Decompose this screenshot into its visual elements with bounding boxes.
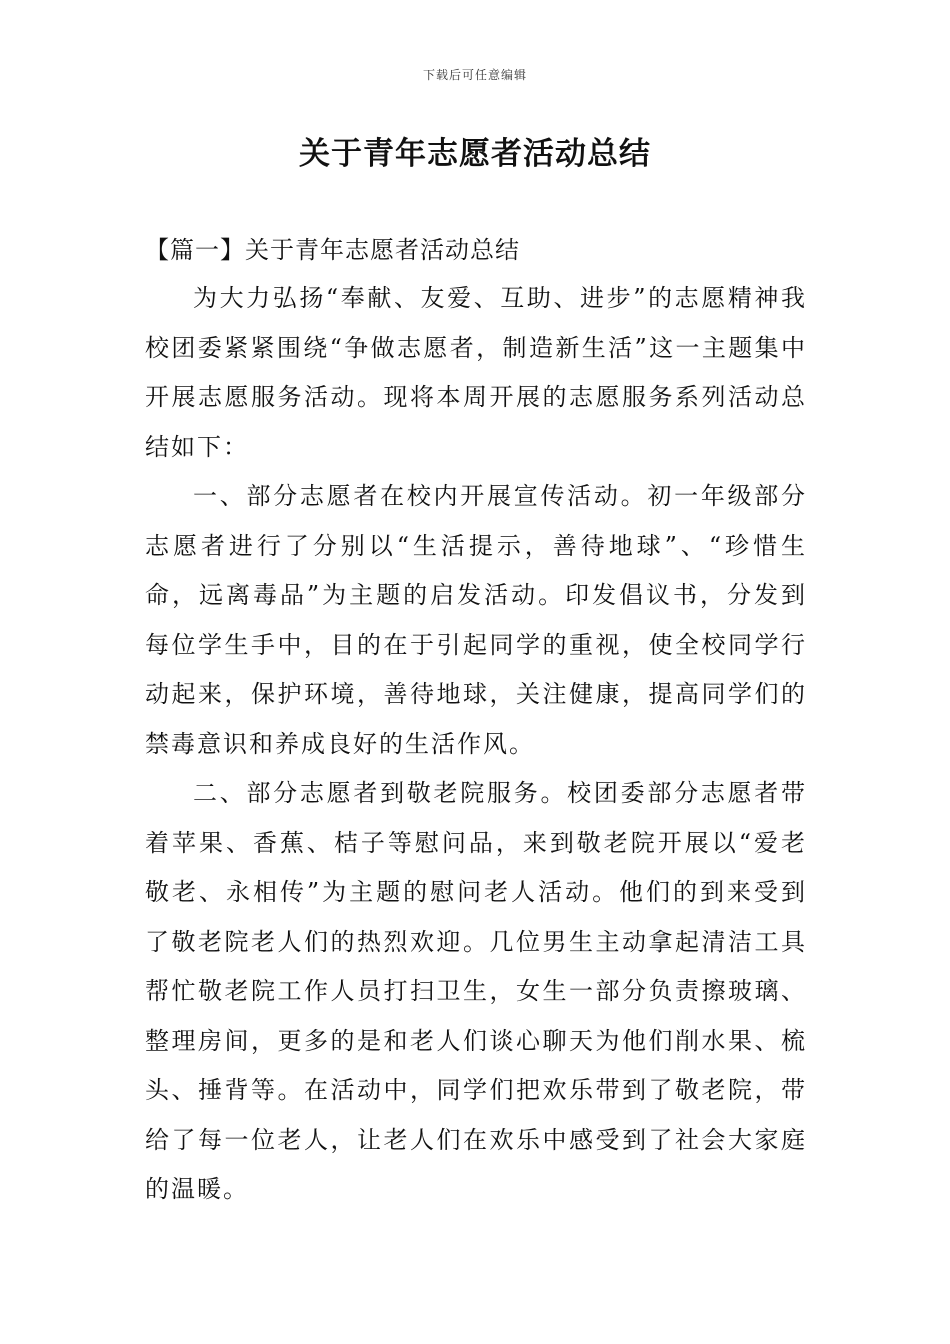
document-body	[145, 226, 807, 1215]
document-title: 关于青年志愿者活动总结	[299, 136, 651, 172]
header-note: 下载后可任意编辑	[422, 68, 527, 82]
paragraph-nursing-home-service: 二、部分志愿者到敬老院服务。校团委部分志愿者带着苹果、香蕉、桔子等慰问品，来到敬老院开展以“爱老敬老、永相传”为主题的慰问老人活动。他们的到来受到了敬老院老人们的热烈欢迎。几位男生主动拿起清洁工具帮忙敬老院工作人员打扫卫生，女生一部分负责擦玻璃、整理房间，更多的是和老人们谈心聊天为他们削水果、梳头、捶背等。在活动中，同学们把欢乐带到了敬老院，带给了每一位老人，让老人们在欢乐中感受到了社会大家庭的温暖。	[145, 779, 807, 1203]
paragraph-campus-publicity: 一、部分志愿者在校内开展宣传活动。初一年级部分志愿者进行了分别以“生活提示，善待地球”、“珍惜生命，远离毒品”为主题的启发活动。印发倡议书，分发到每位学生手中，目的在于引起同学的重视，使全校同学行动起来，保护环境，善待地球，关注健康，提高同学们的禁毒意识和养成良好的生活作风。	[145, 482, 807, 758]
section-heading: 【篇一】关于青年志愿者活动总结	[145, 236, 520, 264]
paragraph-intro: 为大力弘扬“奉献、友爱、互助、进步”的志愿精神我校团委紧紧围绕“争做志愿者，制造新生活”这一主题集中开展志愿服务活动。现将本周开展的志愿服务系列活动总结如下：	[145, 284, 807, 461]
